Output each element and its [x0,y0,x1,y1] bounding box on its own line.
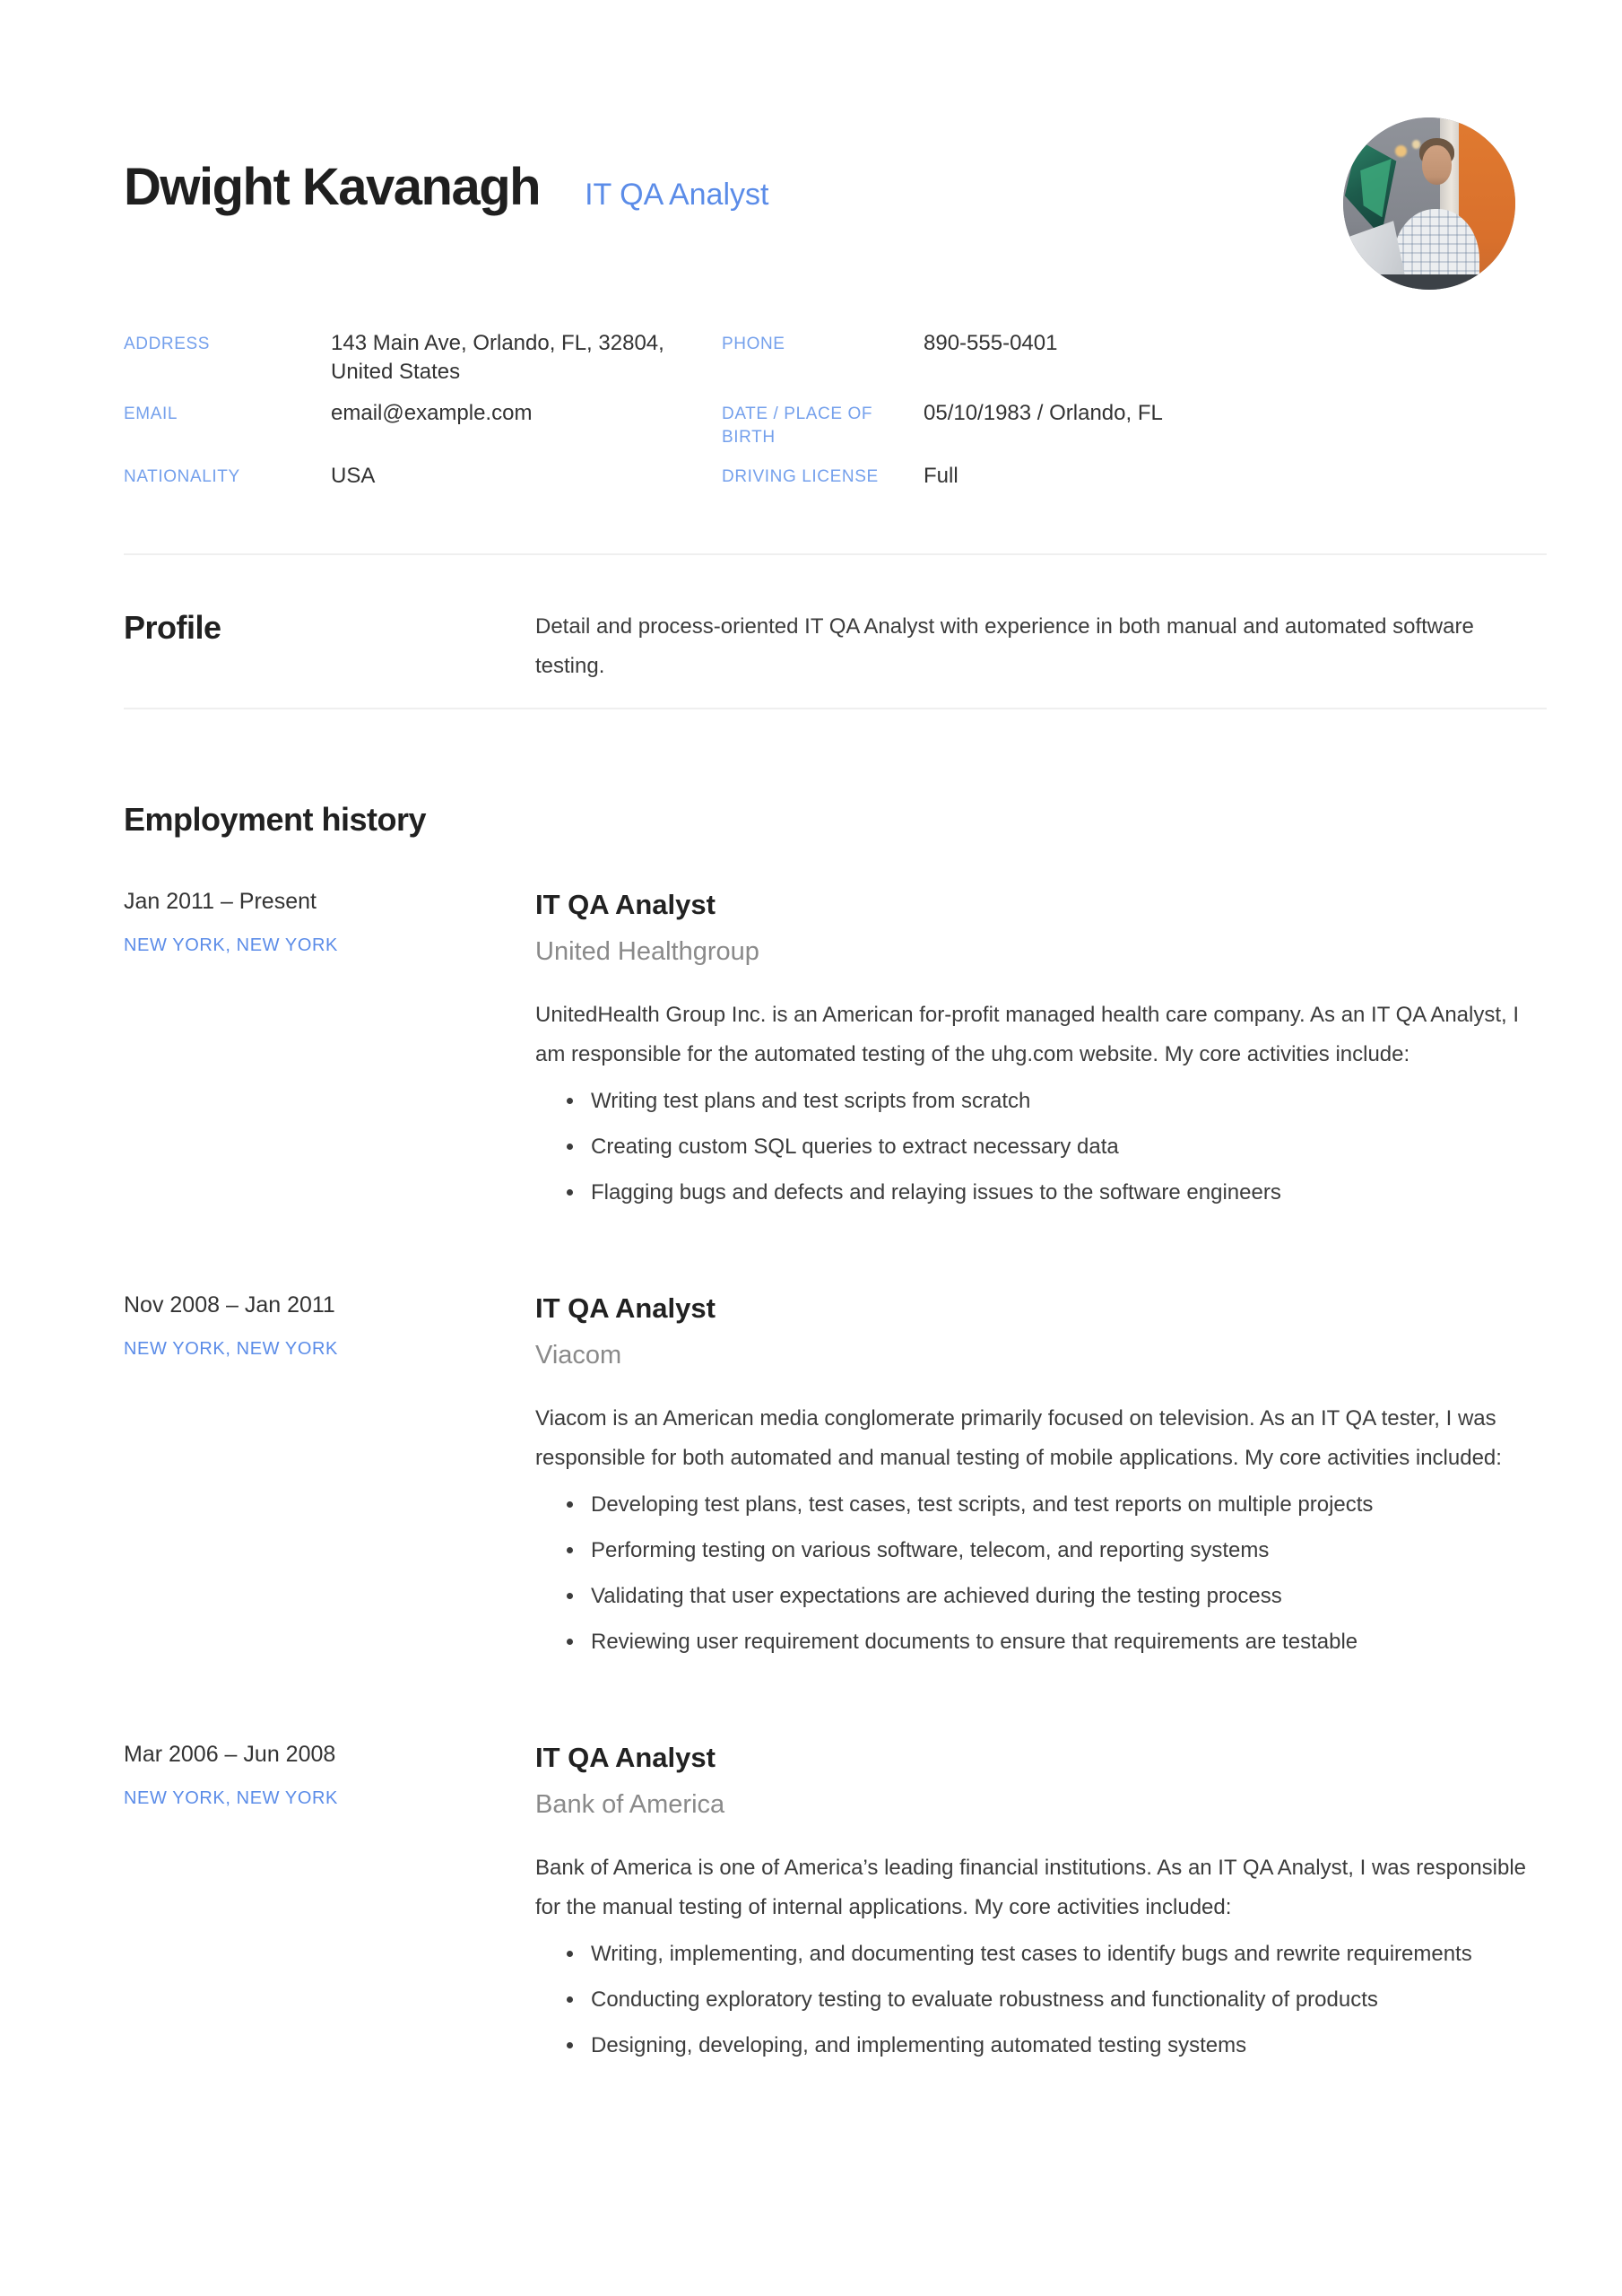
job-meta [124,887,535,1219]
job-meta [124,1291,535,1668]
job-location: NEW YORK, NEW YORK [124,935,338,955]
job-bullet-list [535,1935,1547,2066]
section-divider [124,553,1547,555]
job-meta [124,1740,535,2072]
job-description: UnitedHealth Group Inc. is an American for-profit managed health care company. As an IT QA Analyst, I am responsible for the automated testing of the uhg.com website. My core activities include: [535,1002,1520,1066]
photo-person-head [1422,145,1452,185]
job-dates: Mar 2006 – Jun 2008 [124,1741,336,1767]
job-entry [124,887,1547,1219]
job-bullet-list [535,1082,1547,1213]
contact-value-email: email@example.com [331,400,533,425]
contact-value-birth: 05/10/1983 / Orlando, FL [924,400,1163,425]
bullet-item: • Performing testing on various software, telecom, and reporting systems [585,1531,1547,1570]
job-company: United Healthgroup [535,936,759,966]
profile-section [124,607,1547,686]
bullet-item: • Flagging bugs and defects and relaying issues to the software engineers [585,1173,1547,1213]
job-description: Viacom is an American media conglomerate primarily focused on television. As an IT QA tester, I was responsible for both automated and manual testing of mobile applications. My core activities included: [535,1405,1502,1470]
job-dates: Nov 2008 – Jan 2011 [124,1292,335,1318]
employment-list [124,887,1547,2072]
bullet-item: • Writing test plans and test scripts from scratch [585,1082,1547,1121]
job-entry [124,1291,1547,1668]
contact-label-license: DRIVING LICENSE [722,466,879,486]
contact-label-nationality: NATIONALITY [124,466,240,486]
name-row [124,158,1547,218]
profile-text: Detail and process-oriented IT QA Analyst with experience in both manual and automated software testing. [535,613,1474,678]
job-bullet-list [535,1485,1547,1662]
job-body [535,1291,1547,1668]
bullet-item: • Conducting exploratory testing to evaluate robustness and functionality of products [585,1980,1547,2020]
job-body [535,1740,1547,2072]
candidate-job-title: IT QA Analyst [585,178,769,212]
photo-keyboard-area [1367,274,1491,290]
job-location: NEW YORK, NEW YORK [124,1787,338,1808]
employment-heading: Employment history [124,800,427,838]
job-title: IT QA Analyst [535,1292,716,1324]
job-title: IT QA Analyst [535,888,716,920]
contact-label-email: EMAIL [124,404,178,423]
contact-value-phone: 890-555-0401 [924,330,1058,355]
bullet-item: • Developing test plans, test cases, test scripts, and test reports on multiple projects [585,1485,1547,1525]
bullet-item: • Creating custom SQL queries to extract necessary data [585,1127,1547,1167]
job-location: NEW YORK, NEW YORK [124,1338,338,1359]
photo-light-spot [1395,145,1407,157]
job-company: Viacom [535,1340,622,1370]
job-title: IT QA Analyst [535,1741,716,1773]
contact-label-phone: PHONE [722,334,785,353]
profile-heading: Profile [124,608,221,646]
job-description: Bank of America is one of America’s leading financial institutions. As an IT QA Analyst, I was responsible for the manual testing of internal applications. My core activities included: [535,1855,1527,1919]
contact-label-birth: DATE / PLACE OF BIRTH [722,404,873,447]
bullet-item: • Designing, developing, and implementing automated testing systems [585,2026,1547,2066]
contact-value-nationality: USA [331,463,376,488]
candidate-name: Dwight Kavanagh [124,158,541,216]
job-company: Bank of America [535,1789,725,1819]
section-divider [124,708,1547,709]
resume-header [124,158,1547,218]
job-dates: Jan 2011 – Present [124,888,317,914]
contact-value-address: 143 Main Ave, Orlando, FL, 32804, United States [331,330,664,384]
bullet-item: • Validating that user expectations are achieved during the testing process [585,1577,1547,1616]
job-body [535,887,1547,1219]
job-entry [124,1740,1547,2072]
bullet-item: • Reviewing user requirement documents to ensure that requirements are testable [585,1622,1547,1662]
contact-details [124,329,1547,491]
contact-value-license: Full [924,463,958,488]
profile-photo [1343,117,1515,290]
contact-label-address: ADDRESS [124,334,211,353]
bullet-item: • Writing, implementing, and documenting test cases to identify bugs and rewrite requirements [585,1935,1547,1974]
